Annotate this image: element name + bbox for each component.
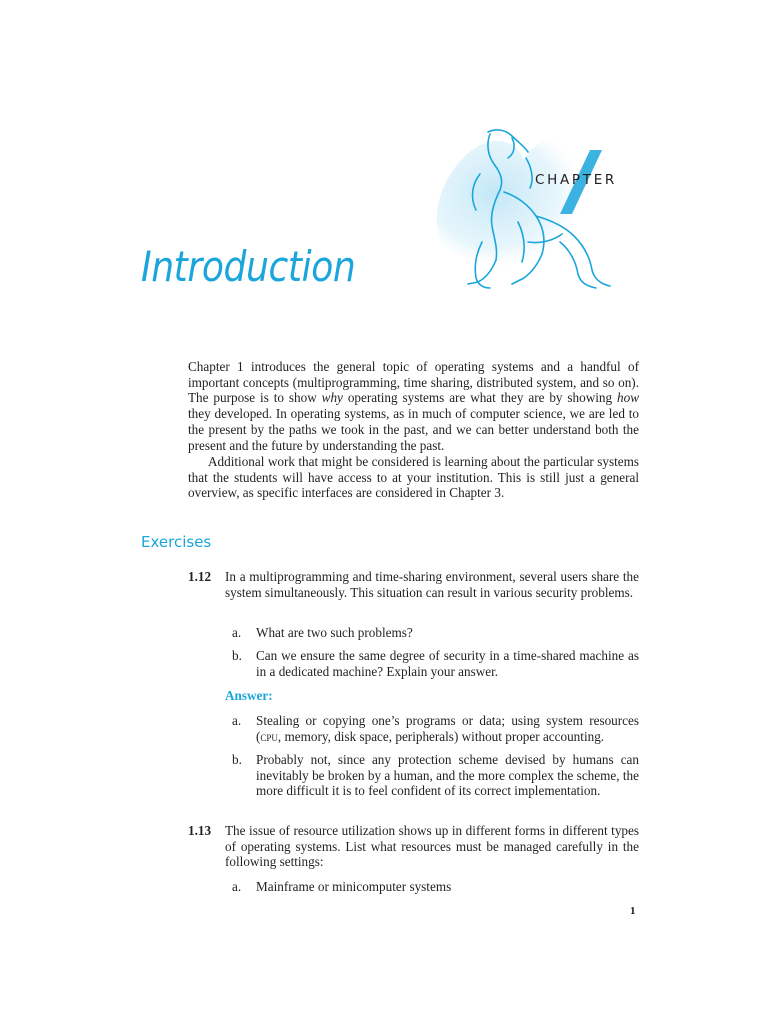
question-item: What are two such problems? xyxy=(256,625,413,640)
exercises-heading: Exercises xyxy=(141,533,212,551)
page-number: 1 xyxy=(630,905,636,917)
question-item: Mainframe or minicomputer systems xyxy=(256,879,452,894)
exercise-number: 1.12 xyxy=(188,569,212,584)
answer-label: Answer: xyxy=(225,688,273,703)
intro-text: they developed. In operating systems, as in much of computer science, we are led to the present by the paths we took in the past, and we can better understand both the present and the future by understanding the past. xyxy=(188,406,639,453)
item-letter: a. xyxy=(232,879,242,894)
exercise-question: In a multiprogramming and time-sharing environment, several users share the system simultaneously. This situation can result in various security problems. xyxy=(225,569,639,600)
question-item: Can we ensure the same degree of security in a time-shared machine as in a dedicated machine? Explain your answer. xyxy=(256,648,639,679)
answer-text: , memory, disk space, peripherals) without proper accounting. xyxy=(277,728,605,744)
item-letter: b. xyxy=(232,752,242,767)
intro-paragraph-1 xyxy=(188,359,639,453)
chapter-label: CHAPTER xyxy=(535,172,618,188)
item-letter: a. xyxy=(232,625,242,640)
chapter-dog-illustration xyxy=(420,122,648,298)
chapter-title: Introduction xyxy=(141,242,356,291)
item-letter: b. xyxy=(232,648,242,663)
cpu-abbrev: cpu xyxy=(260,728,278,744)
answer-item xyxy=(256,713,639,744)
answer-text: Stealing or copying one’s programs or data; using system resources ( xyxy=(256,713,639,744)
emphasis-why: why xyxy=(321,390,343,406)
answer-item: Probably not, since any protection scheme devised by humans can inevitably be broken by a human, and the more complex the scheme, the more difficult it is to feel confident of its correct implementation. xyxy=(256,752,639,799)
exercise-number: 1.13 xyxy=(188,823,212,838)
item-letter: a. xyxy=(232,713,242,728)
emphasis-how: how xyxy=(617,390,640,406)
intro-text: Chapter 1 introduces the general topic of operating systems and a handful of important concepts (multiprogramming, time sharing, distributed system, and so on). The purpose is to show xyxy=(188,359,639,406)
intro-text: operating systems are what they are by showing xyxy=(342,390,618,406)
intro-paragraph-2: Additional work that might be considered is learning about the particular systems that the students will have access to at your institution. This is still just a general overview, as specific interfaces are considered in Chapter 3. xyxy=(188,454,639,501)
exercise-question: The issue of resource utilization shows up in different forms in different types of operating systems. List what resources must be managed carefully in the following settings: xyxy=(225,823,639,870)
